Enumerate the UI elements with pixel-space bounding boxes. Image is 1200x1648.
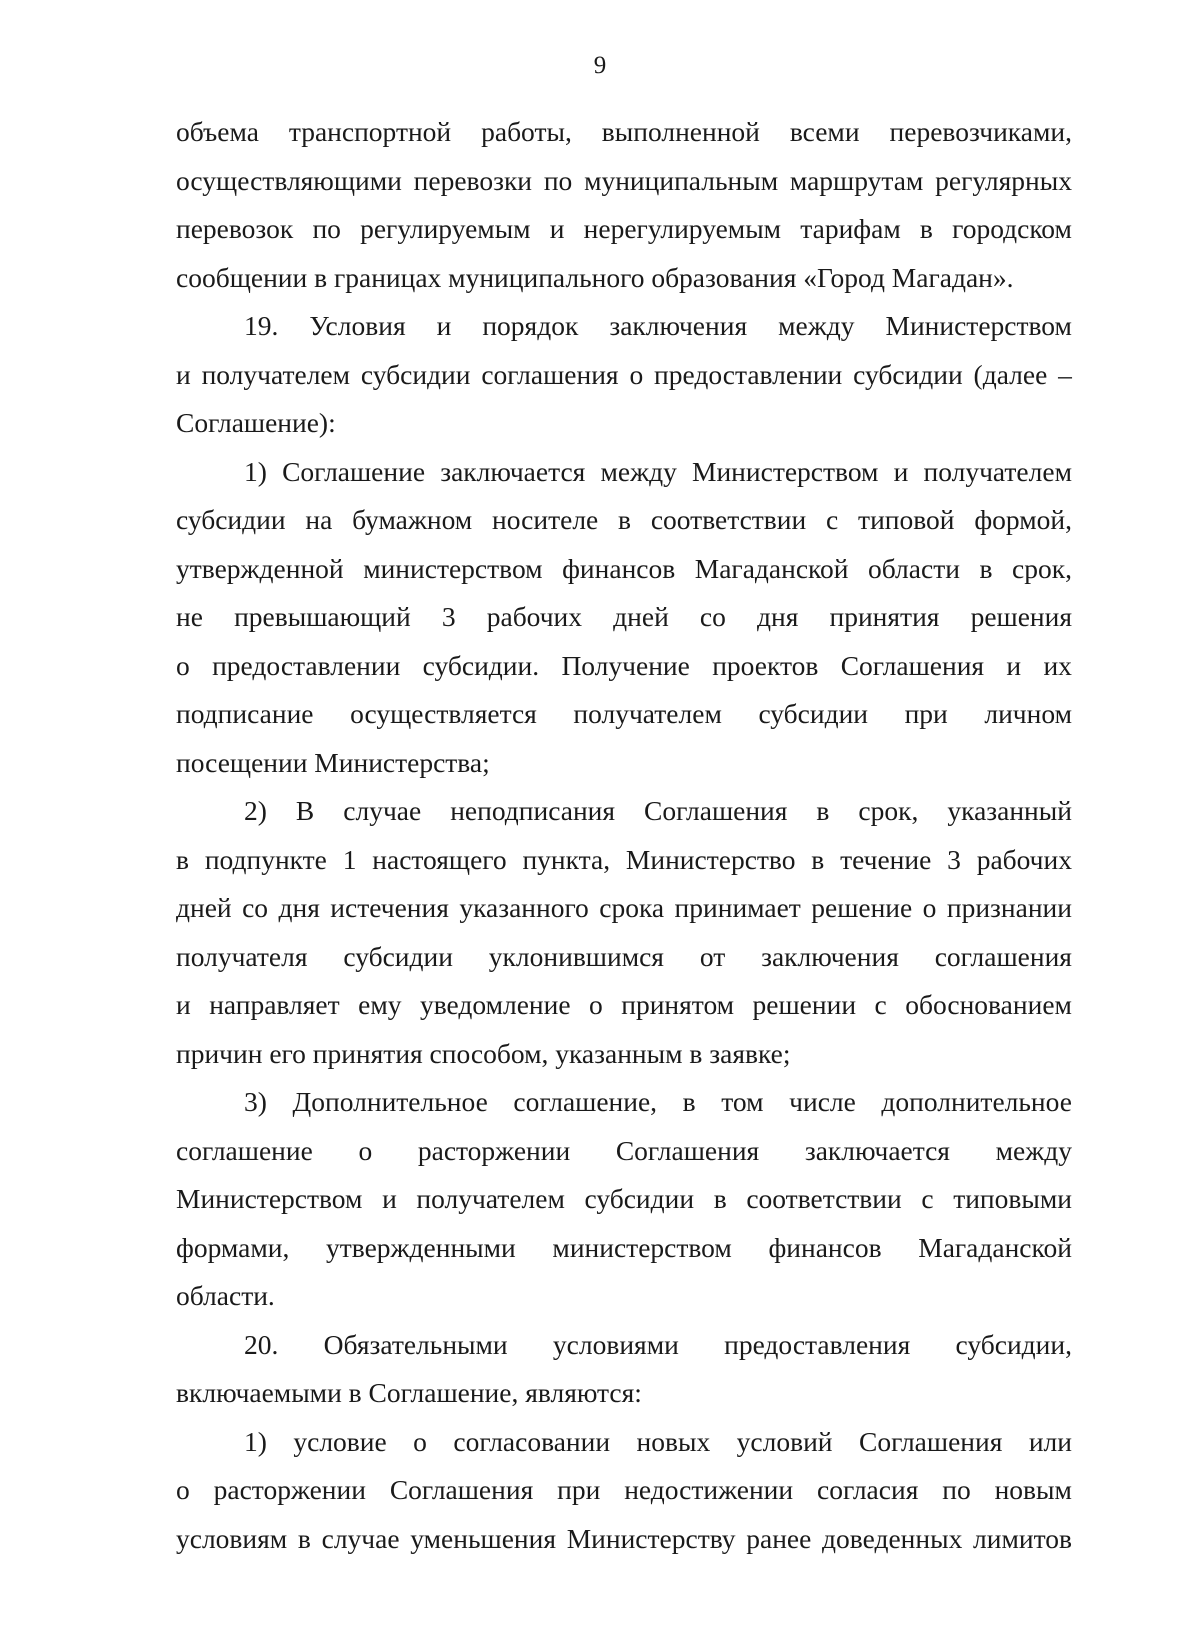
word: 20. xyxy=(244,1328,279,1360)
word: ранее xyxy=(746,1522,812,1554)
word: городском xyxy=(952,213,1072,244)
word: Министерство xyxy=(625,843,796,875)
text-line xyxy=(176,205,1072,254)
word: расторжении xyxy=(417,1134,571,1166)
text-line: сообщении в границах муниципального образования «Город Магадан». xyxy=(176,261,1014,293)
text-line: включаемыми в Соглашение, являются: xyxy=(176,1377,642,1408)
word: расторжении xyxy=(213,1474,366,1505)
word: течение xyxy=(840,843,932,875)
word: субсидии xyxy=(853,358,963,390)
word: заключения xyxy=(761,940,899,972)
word: срока xyxy=(599,892,665,923)
word: между xyxy=(778,310,855,341)
word: с xyxy=(826,504,839,535)
word: В xyxy=(295,795,315,826)
paragraph-transport-volume xyxy=(176,108,1072,302)
word: и xyxy=(176,358,191,390)
word: новых xyxy=(636,1425,711,1457)
word: и xyxy=(436,310,452,341)
word: между xyxy=(995,1134,1072,1166)
word: Магаданской xyxy=(918,1231,1072,1263)
word: формами, xyxy=(176,1231,290,1263)
word: и xyxy=(893,455,909,487)
text-line xyxy=(176,593,1072,642)
word: проектов xyxy=(712,649,819,681)
word: пункта, xyxy=(522,843,611,875)
word: регулярных xyxy=(935,164,1072,196)
word: срок, xyxy=(858,795,919,826)
word: принятом xyxy=(621,989,735,1020)
word: субсидии xyxy=(343,940,453,972)
page-number: 9 xyxy=(593,52,607,79)
word: условиям xyxy=(176,1522,288,1554)
paragraph-subitem-19-3 xyxy=(176,1078,1072,1321)
word: 1 xyxy=(342,843,357,875)
word: случае xyxy=(321,1522,400,1554)
word: субсидии, xyxy=(955,1328,1072,1360)
paragraph-subitem-20-1 xyxy=(176,1418,1072,1564)
word: – xyxy=(1058,358,1072,390)
word: 2) xyxy=(244,795,267,826)
paragraph-item-19 xyxy=(176,302,1072,448)
word: дней xyxy=(176,892,232,923)
word: в xyxy=(816,795,830,826)
word: срок, xyxy=(1012,552,1072,584)
word: соответствии xyxy=(650,504,807,535)
word: о xyxy=(176,649,190,681)
text-line xyxy=(176,108,1072,157)
word: на xyxy=(305,504,333,535)
word: 1) xyxy=(244,1425,267,1457)
word: от xyxy=(699,940,726,972)
word: транспортной xyxy=(288,116,452,147)
word: финансов xyxy=(562,552,676,584)
text-line xyxy=(176,545,1072,594)
word: тарифам xyxy=(800,213,901,244)
word: Дополнительное xyxy=(292,1086,488,1117)
word: недостижении xyxy=(624,1474,794,1505)
word: уведомление xyxy=(419,989,571,1020)
word: Получение xyxy=(561,649,690,681)
word: уклонившимся xyxy=(488,940,664,972)
text-line xyxy=(176,496,1072,545)
text-line xyxy=(176,302,1072,351)
word: о xyxy=(358,1134,373,1166)
word: подписание xyxy=(176,698,314,729)
word: Соглашения xyxy=(615,1134,760,1166)
word: Министерству xyxy=(566,1522,736,1554)
word: 19. xyxy=(244,310,279,341)
word: соответствии xyxy=(746,1183,902,1214)
word: заключается xyxy=(440,455,586,487)
word: Соглашения xyxy=(644,795,788,826)
word: нерегулируемым xyxy=(583,213,782,244)
word: типовыми xyxy=(953,1183,1072,1214)
word: рабочих xyxy=(486,601,583,632)
word: перевозчиками, xyxy=(889,116,1072,147)
word: случае xyxy=(343,795,422,826)
word: их xyxy=(1043,649,1072,681)
text-line xyxy=(176,1127,1072,1176)
word: министерством xyxy=(363,552,543,584)
word: предоставлении xyxy=(654,358,843,390)
word: личном xyxy=(984,698,1072,729)
word: настоящего xyxy=(372,843,507,875)
word: субсидии xyxy=(176,504,286,535)
word: перевозок xyxy=(176,213,294,244)
word: дополнительное xyxy=(881,1086,1072,1117)
word: формой, xyxy=(974,504,1072,535)
word: объема xyxy=(176,116,259,147)
text-line xyxy=(176,1078,1072,1127)
word: при xyxy=(557,1474,601,1505)
text-line xyxy=(176,1321,1072,1370)
word: неподписания xyxy=(450,795,616,826)
word: со xyxy=(242,892,269,923)
text-line xyxy=(176,1466,1072,1515)
text-line xyxy=(176,787,1072,836)
word: обоснованием xyxy=(905,989,1072,1020)
word: том xyxy=(721,1086,764,1117)
word: с xyxy=(921,1183,934,1214)
text-line: Соглашение): xyxy=(176,407,336,438)
word: получателем xyxy=(573,698,722,729)
word: по xyxy=(942,1474,971,1505)
word: всеми xyxy=(789,116,860,147)
word: указанного xyxy=(459,892,589,923)
word: уменьшения xyxy=(410,1522,556,1554)
word: между xyxy=(600,455,677,487)
text-line: посещении Министерства; xyxy=(176,746,490,778)
word: получателем xyxy=(416,1183,565,1214)
word: заключения xyxy=(609,310,748,341)
word: соглашения xyxy=(934,940,1072,972)
word: предоставления xyxy=(724,1328,911,1360)
word: решение xyxy=(811,892,913,923)
text-line xyxy=(176,981,1072,1030)
paragraph-subitem-19-2 xyxy=(176,787,1072,1078)
word: работы, xyxy=(481,116,572,147)
word: осуществляющими xyxy=(176,164,402,196)
word: о xyxy=(176,1474,190,1505)
word: осуществляется xyxy=(350,698,537,729)
word: дня xyxy=(757,601,799,632)
word: принимает xyxy=(674,892,801,923)
word: в xyxy=(682,1086,696,1117)
word: Магаданской xyxy=(694,552,849,584)
word: Министерством xyxy=(176,1183,363,1214)
word: утвержденной xyxy=(176,552,344,584)
word: решении xyxy=(752,989,857,1020)
word: Министерством xyxy=(692,455,879,487)
word: истечения xyxy=(330,892,449,923)
word: в xyxy=(297,1522,311,1554)
word: по xyxy=(312,213,341,244)
text-line xyxy=(176,933,1072,982)
word: субсидии xyxy=(360,358,471,390)
word: заключается xyxy=(804,1134,950,1166)
word: получателя xyxy=(176,940,308,972)
word: при xyxy=(904,698,948,729)
word: субсидии. xyxy=(422,649,540,681)
word: согласия xyxy=(817,1474,919,1505)
word: Соглашение xyxy=(282,455,426,487)
word: числе xyxy=(789,1086,856,1117)
word: и xyxy=(1006,649,1022,681)
text-line xyxy=(176,157,1072,206)
word: порядок xyxy=(482,310,579,341)
word: направляет xyxy=(209,989,340,1020)
word: 3 xyxy=(947,843,961,875)
word: превышающий xyxy=(234,601,411,632)
text-line xyxy=(176,1175,1072,1224)
text-line xyxy=(176,351,1072,400)
word: принятия xyxy=(829,601,940,632)
text-line xyxy=(176,642,1072,691)
word: или xyxy=(1028,1425,1072,1457)
word: перевозки xyxy=(413,164,533,196)
text-line xyxy=(176,1418,1072,1467)
document-body xyxy=(176,108,1072,1563)
word: регулируемым xyxy=(360,213,531,244)
text-line xyxy=(176,690,1072,739)
word: министерством xyxy=(552,1231,732,1263)
word: условий xyxy=(736,1425,833,1457)
word: Обязательными xyxy=(323,1328,508,1360)
word: 3 xyxy=(441,601,456,632)
word: с xyxy=(874,989,887,1020)
word: в xyxy=(979,552,993,584)
word: маршрутам xyxy=(789,164,924,196)
word: рабочих xyxy=(976,843,1072,875)
word: доведенных xyxy=(822,1522,963,1554)
text-line xyxy=(176,1224,1072,1273)
word: бумажном xyxy=(352,504,473,535)
word: новым xyxy=(994,1474,1072,1505)
word: области xyxy=(868,552,960,584)
word: муниципальным xyxy=(584,164,779,196)
word: о xyxy=(922,892,937,923)
paragraph-item-20 xyxy=(176,1321,1072,1418)
text-line xyxy=(176,448,1072,497)
word: со xyxy=(699,601,726,632)
text-line xyxy=(176,884,1072,933)
word: финансов xyxy=(768,1231,882,1263)
word: Соглашения xyxy=(389,1474,534,1505)
word: получателем xyxy=(201,358,351,390)
word: не xyxy=(176,601,203,632)
paragraph-subitem-19-1 xyxy=(176,448,1072,788)
word: подпункте xyxy=(204,843,327,875)
word: лимитов xyxy=(973,1522,1072,1554)
word: в xyxy=(713,1183,727,1214)
word: в xyxy=(919,213,933,244)
word: получателем xyxy=(923,455,1072,487)
word: субсидии xyxy=(758,698,869,729)
word: о xyxy=(589,989,603,1020)
word: согласовании xyxy=(453,1425,611,1457)
word: о xyxy=(413,1425,427,1457)
word: Соглашения xyxy=(858,1425,1003,1457)
word: носителе xyxy=(492,504,599,535)
word: субсидии xyxy=(584,1183,695,1214)
word: 1) xyxy=(244,455,267,487)
word: условие xyxy=(293,1425,387,1457)
word: указанный xyxy=(947,795,1072,826)
text-line xyxy=(176,1515,1072,1564)
text-line: области. xyxy=(176,1280,275,1311)
word: в xyxy=(176,843,189,875)
word: соглашения xyxy=(481,358,619,390)
word: (далее xyxy=(973,358,1048,390)
word: типовой xyxy=(858,504,955,535)
word: соглашение xyxy=(176,1134,313,1166)
word: в xyxy=(618,504,632,535)
word: Условия xyxy=(309,310,406,341)
word: о xyxy=(629,358,644,390)
text-line xyxy=(176,836,1072,885)
word: предоставлении xyxy=(212,649,401,681)
word: дня xyxy=(278,892,320,923)
word: Министерством xyxy=(885,310,1072,341)
word: в xyxy=(811,843,825,875)
word: признании xyxy=(946,892,1072,923)
word: выполненной xyxy=(601,116,760,147)
word: по xyxy=(543,164,573,196)
word: условиями xyxy=(552,1328,679,1360)
word: ему xyxy=(358,989,402,1020)
word: и xyxy=(382,1183,397,1214)
word: дней xyxy=(613,601,669,632)
word: и xyxy=(549,213,565,244)
word: и xyxy=(176,989,191,1020)
word: 3) xyxy=(244,1086,267,1117)
word: решения xyxy=(970,601,1072,632)
text-line: причин его принятия способом, указанным в заявке; xyxy=(176,1037,791,1069)
word: соглашение, xyxy=(513,1086,658,1117)
word: утвержденными xyxy=(325,1231,516,1263)
word: Соглашения xyxy=(840,649,985,681)
